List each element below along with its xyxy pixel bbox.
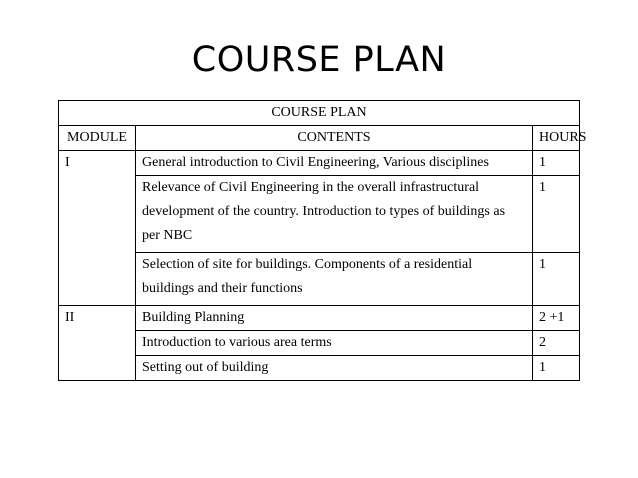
hours-cell: 1	[532, 151, 579, 176]
hours-cell: 1	[532, 176, 579, 253]
table-row	[59, 253, 580, 306]
header-hours: HOURS	[532, 126, 579, 151]
table-row	[59, 176, 580, 253]
module-cell: II	[59, 306, 136, 381]
hours-cell: 1	[532, 253, 579, 306]
table-header-row	[59, 126, 580, 151]
hours-cell: 2	[532, 331, 579, 356]
table-row	[59, 356, 580, 381]
contents-cell: Relevance of Civil Engineering in the overall infrastructural development of the country. Introduction to types of buildings as per NBC	[136, 176, 533, 253]
contents-cell: Selection of site for buildings. Components of a residential buildings and their functions	[136, 253, 533, 306]
header-module: MODULE	[59, 126, 136, 151]
table-caption: COURSE PLAN	[59, 101, 580, 126]
table-row	[59, 151, 580, 176]
contents-cell: Setting out of building	[136, 356, 533, 381]
contents-cell: Building Planning	[136, 306, 533, 331]
slide-title: COURSE PLAN	[191, 40, 447, 80]
module-cell: I	[59, 151, 136, 306]
contents-cell: General introduction to Civil Engineering, Various disciplines	[136, 151, 533, 176]
hours-cell: 2 +1	[532, 306, 579, 331]
course-plan-table	[58, 100, 587, 381]
contents-cell: Introduction to various area terms	[136, 331, 533, 356]
table-row	[59, 331, 580, 356]
table-row	[59, 306, 580, 331]
hours-cell: 1	[532, 356, 579, 381]
table-caption-row	[59, 101, 580, 126]
header-contents: CONTENTS	[136, 126, 533, 151]
